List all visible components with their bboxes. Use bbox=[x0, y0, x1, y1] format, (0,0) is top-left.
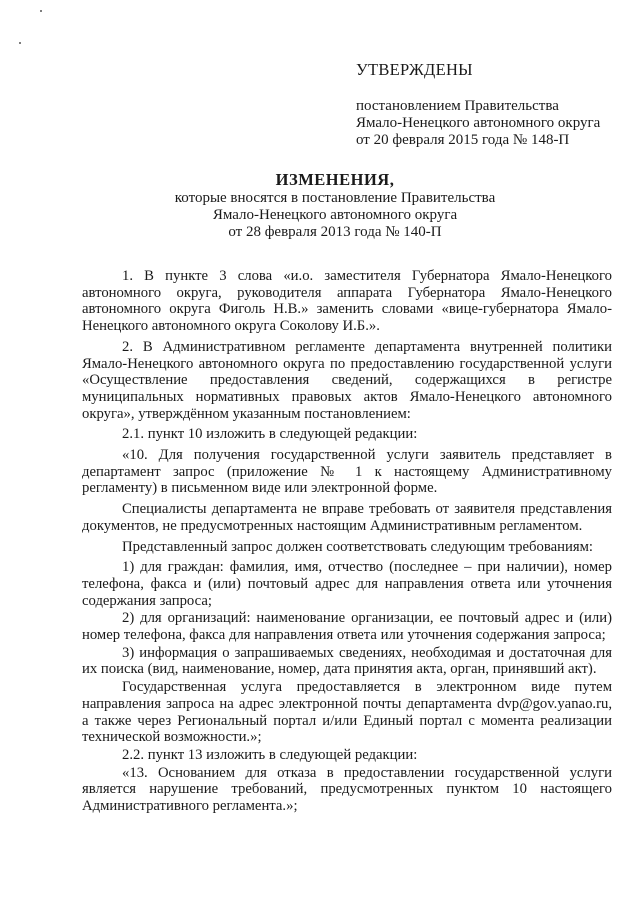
approval-block bbox=[356, 60, 626, 149]
paragraph: 2.1. пункт 10 изложить в следующей редакции: bbox=[122, 426, 418, 443]
heading-line: Ямало-Ненецкого автономного округа bbox=[212, 207, 458, 223]
paragraph: 2. В Административном регламенте департамента внутренней политики Ямало-Ненецкого автономного округа по предоставлению государственной услуги «Осуществление предоставления сведений, содержащихся в регистре муниципальных нормативных правовых актов Ямало-Ненецкого автономного округа», утверждённом указанным постановлением: bbox=[82, 338, 612, 422]
scan-speck bbox=[40, 10, 42, 12]
heading-line: которые вносятся в постановление Правительства bbox=[174, 190, 496, 206]
heading-title: ИЗМЕНЕНИЯ, bbox=[275, 170, 395, 189]
document-body bbox=[82, 268, 612, 816]
approval-line: постановлением Правительства bbox=[356, 98, 559, 114]
paragraph: 1. В пункте 3 слова «и.о. заместителя Губернатора Ямало-Ненецкого автономного округа, руководителя аппарата Губернатора Ямало-Ненецкого автономного округа Фиголь Н.В.» заменить словами «вице-губернатора Ямало-Ненецкого автономного округа Соколову И.Б.». bbox=[82, 268, 612, 335]
scan-speck bbox=[19, 42, 21, 44]
document-heading bbox=[40, 170, 630, 241]
paragraph: 2) для организаций: наименование организации, ее почтовый адрес и (или) номер телефона, факса для направления ответа или уточнения содержания запроса; bbox=[82, 610, 612, 644]
approval-title: УТВЕРЖДЕНЫ bbox=[356, 60, 473, 79]
approval-line: от 20 февраля 2015 года № 148-П bbox=[356, 132, 570, 148]
approval-line: Ямало-Ненецкого автономного округа bbox=[356, 115, 601, 131]
paragraph: Специалисты департамента не вправе требовать от заявителя представления документов, не предусмотренных настоящим Административным регламентом. bbox=[82, 501, 612, 534]
paragraph: 1) для граждан: фамилия, имя, отчество (последнее – при наличии), номер телефона, факса и (или) почтовый адрес для направления ответа или уточнения содержания запроса; bbox=[82, 559, 612, 609]
paragraph: «13. Основанием для отказа в предоставлении государственной услуги является нарушение требований, предусмотренных пунктом 10 настоящего Административного регламента.»; bbox=[82, 764, 612, 815]
paragraph: «10. Для получения государственной услуги заявитель представляет в департамент запрос (приложение № 1 к настоящему Административному регламенту) в письменном виде или электронной форме. bbox=[82, 447, 612, 497]
paragraph: Государственная услуга предоставляется в электронном виде путем направления запроса на адрес электронной почты департамента dvp@gov.yanao.ru, а также через Региональный портал и/или Единый портал с момента реализации технической возможности.»; bbox=[82, 679, 612, 746]
paragraph: Представленный запрос должен соответствовать следующим требованиям: bbox=[122, 538, 593, 555]
paragraph: 3) информация о запрашиваемых сведениях, необходимая и достаточная для их поиска (вид, наименование, номер, дата принятия акта, орган, принявший акт). bbox=[82, 644, 612, 678]
heading-line: от 28 февраля 2013 года № 140-П bbox=[228, 224, 442, 240]
paragraph: 2.2. пункт 13 изложить в следующей редакции: bbox=[122, 746, 418, 763]
